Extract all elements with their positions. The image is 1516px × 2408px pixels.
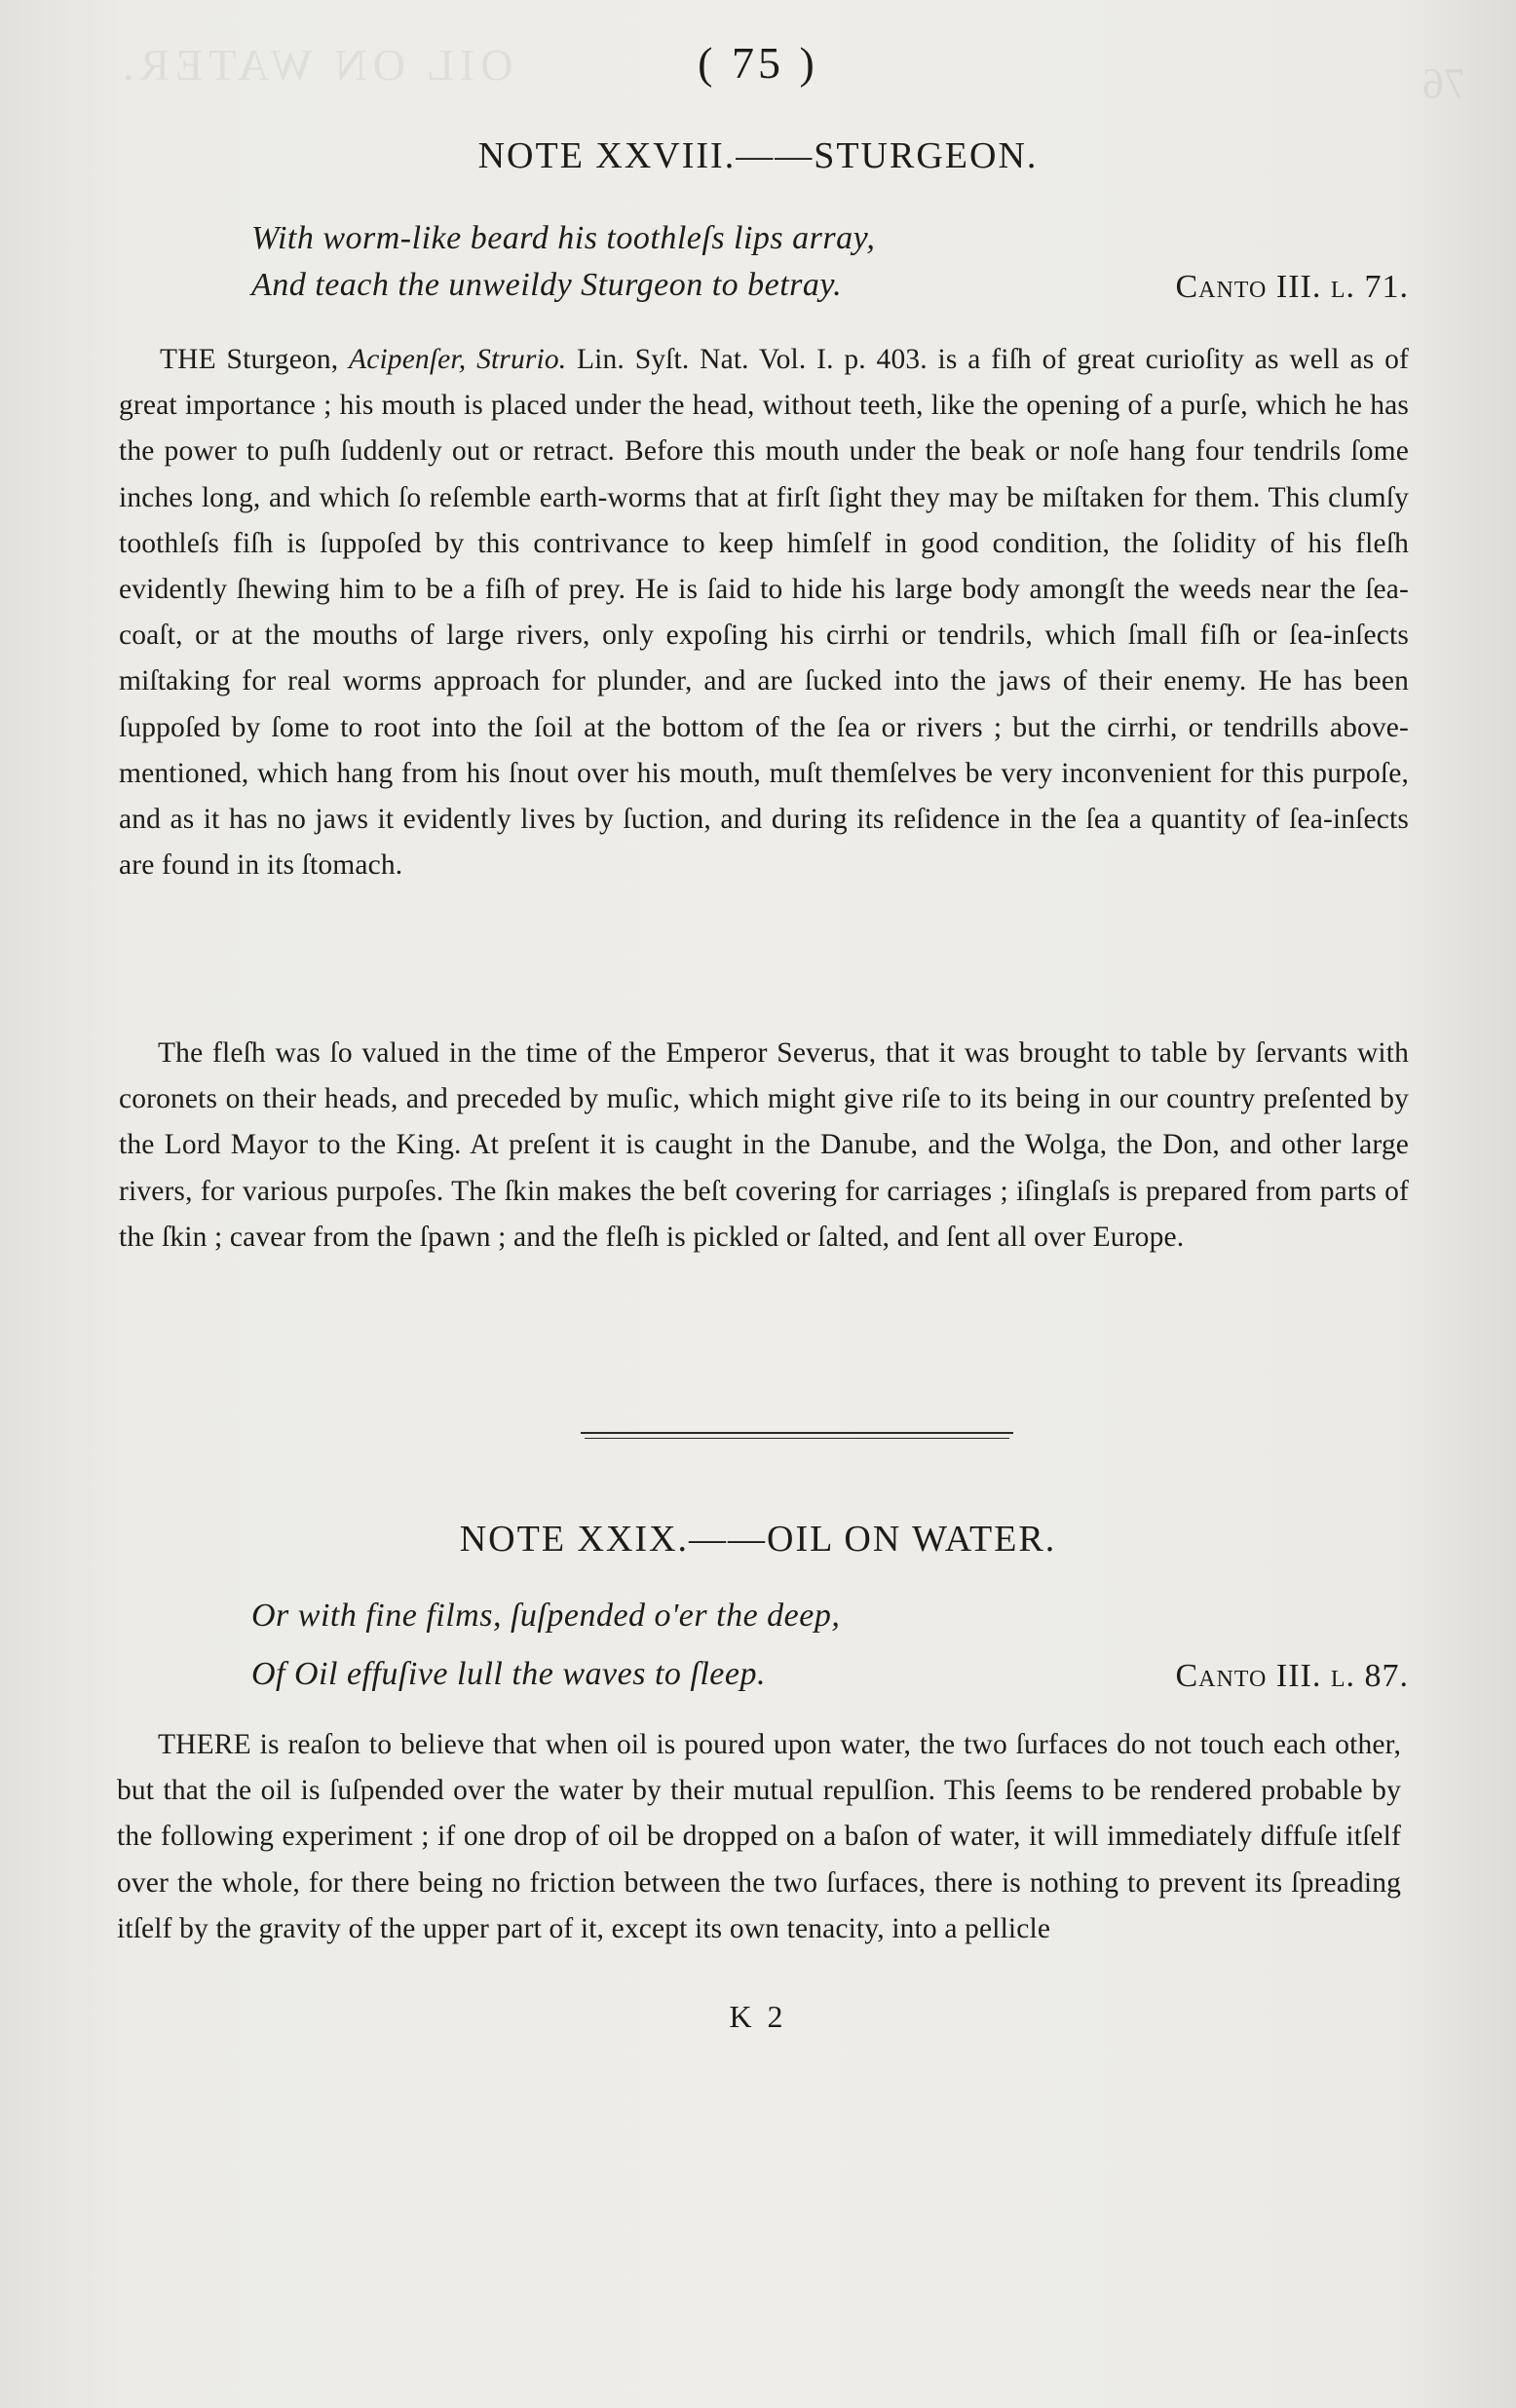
- note-28-verse-line-2: And teach the unweildy Sturgeon to betray.: [251, 267, 843, 303]
- section-divider-rule: [581, 1432, 1013, 1434]
- page-number: ( 75 ): [698, 38, 818, 88]
- note-28-heading: NOTE XXVIII.——STURGEON.: [477, 135, 1039, 176]
- show-through-text: OIL ON WATER.: [117, 40, 513, 90]
- paragraph-body: Lin. Syſt. Nat. Vol. I. p. 403. is a fiſh of great curioſity as well as of great importance ; his mouth is placed under the head, without teeth, like the opening of a purſe, which he has the power to puſh ſuddenly out or retract. Before this mouth under the beak or noſe hang four tendrils ſome inches long, and which ſo reſemble earth-worms that at firſt ſight they may be miſtaken for them. This clumſy toothleſs fiſh is ſuppoſed by this contrivance to keep himſelf in good condition, the ſolidity of his fleſh evidently ſhewing him to be a fiſh of prey. He is ſaid to hide his large body amongſt the weeds near the ſea-coaſt, or at the mouths of large rivers, only expoſing his cirrhi or tendrils, which ſmall fiſh or ſea-inſects miſtaking for real worms approach for plunder, and are ſucked into the jaws of their enemy. He has been ſuppoſed by ſome to root into the ſoil at the bottom of the ſea or rivers ; but the cirrhi, or tendrills above-mentioned, which hang from his ſnout over his mouth, muſt themſelves be very inconvenient for this purpoſe, and as it has no jaws it evidently lives by ſuction, and during its reſidence in the ſea a quantity of ſea-inſects are found in its ſtomach.: [119, 344, 1410, 882]
- note-29-heading: NOTE XXIX.——OIL ON WATER.: [459, 1519, 1057, 1560]
- note-28-paragraph-1: [119, 337, 1409, 888]
- note-28-paragraph-2: The fleſh was ſo valued in the time of the Emperor Severus, that it was brought to table by ſervants with coronets on their heads, and preceded by muſic, which might give riſe to its being in our country preſented by the Lord Mayor to the King. At preſent it is caught in the Danube, and the Wolga, the Don, and other large rivers, for various purpoſes. The ſkin makes the beſt covering for carriages ; iſinglaſs is prepared from parts of the ſkin ; cavear from the ſpawn ; and the fleſh is pickled or ſalted, and ſent all over Europe.: [119, 1037, 1409, 1253]
- genus-name: Acipenſer, Strurio.: [349, 344, 567, 375]
- show-through-page-number: 76: [1422, 59, 1465, 107]
- paragraph-lead: THE Sturgeon,: [160, 344, 350, 375]
- section-divider-rule-thin: [585, 1438, 1009, 1439]
- note-29-verse-line-1: Or with fine films, ſuſpended o'er the deep,: [251, 1598, 841, 1634]
- note-28-canto-reference: Canto III. l. 71.: [1175, 269, 1409, 305]
- note-29-paragraph-1: THERE is reaſon to believe that when oil is poured upon water, the two ſurfaces do not touch each other, but that the oil is ſuſpended over the water by their mutual repulſion. This ſeems to be rendered probable by the following experiment ; if one drop of oil be dropped on a baſon of water, it will immediately diffuſe itſelf over the whole, for there being no friction between the two ſurfaces, there is nothing to prevent its ſpreading itſelf by the gravity of the upper part of it, except its own tenacity, into a pellicle: [117, 1729, 1401, 1944]
- note-29-verse-line-2: Of Oil effuſive lull the waves to ſleep.: [251, 1656, 766, 1692]
- note-28-verse-line-1: With worm-like beard his toothleſs lips array,: [251, 220, 876, 256]
- note-29-canto-reference: Canto III. l. 87.: [1175, 1658, 1409, 1694]
- signature-mark: K 2: [729, 1999, 787, 2034]
